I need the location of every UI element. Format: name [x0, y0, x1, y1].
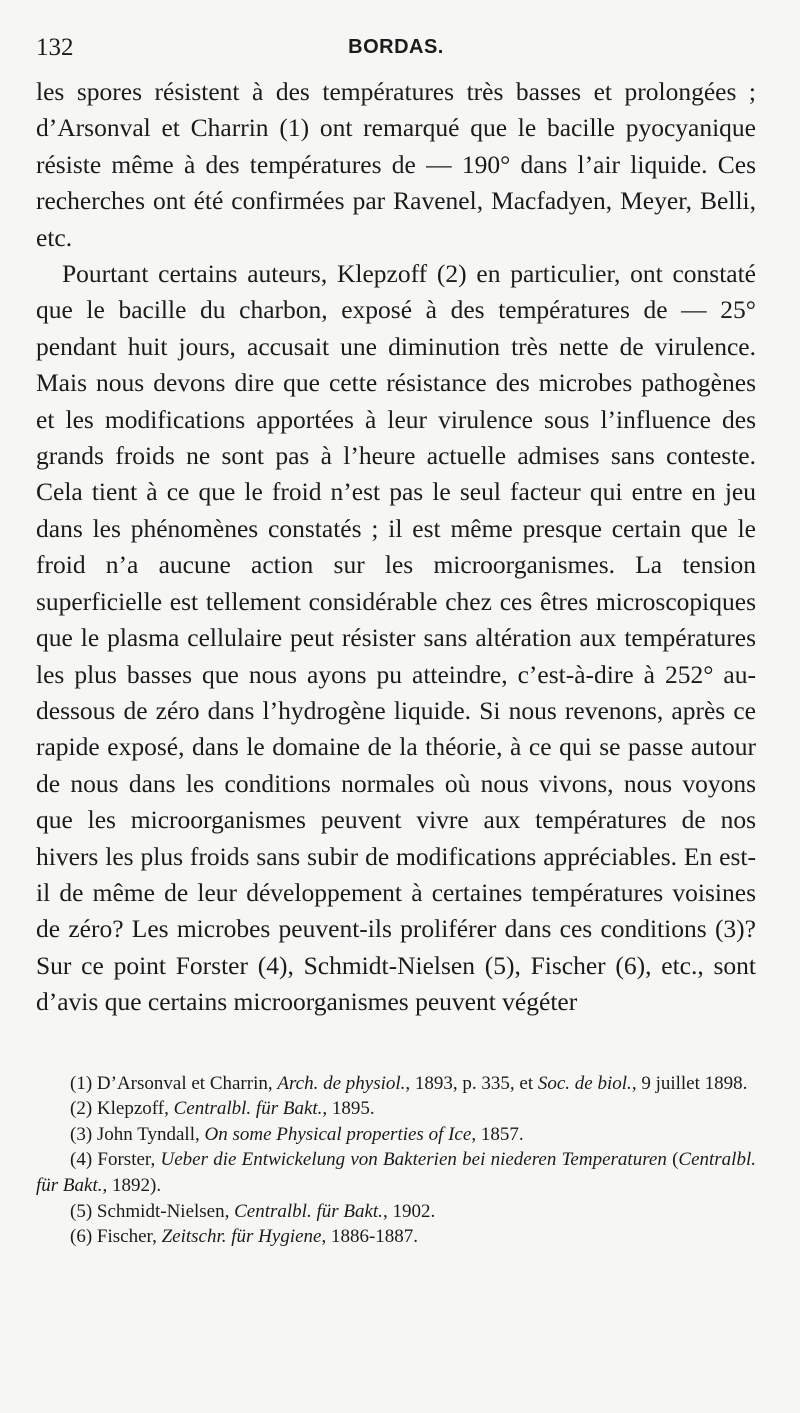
page-number: 132 — [36, 34, 74, 61]
footnote-1: (1) D’Arsonval et Charrin, Arch. de physiol., 1893, p. 335, et Soc. de biol., 9 juillet 1898. — [70, 1072, 748, 1094]
footnote-5: (5) Schmidt-Nielsen, Centralbl. für Bakt., 1902. — [70, 1200, 436, 1222]
page-header — [36, 22, 756, 74]
footnote-3: (3) John Tyndall, On some Physical properties of Ice, 1857. — [70, 1123, 524, 1145]
footnotes — [36, 1071, 756, 1250]
running-head: BORDAS. — [348, 36, 444, 58]
footnote-2: (2) Klepzoff, Centralbl. für Bakt., 1895. — [70, 1098, 375, 1120]
footnote-4: (4) Forster, Ueber die Entwickelung von Bakterien bei niederen Temperaturen (Centralbl. für Bakt., 1892). — [36, 1149, 756, 1196]
paragraph-2: Pourtant certains auteurs, Klepzoff (2) en particulier, ont constaté que le bacille du charbon, exposé à des températures de — 25° pendant huit jours, accusait une diminution très nette de virulence. Mais nous devons dire que cette résistance des microbes pathogènes et les modifications apportées à leur virulence sous l’influence des grands froids ne sont pas à l’heure actuelle admises sans conteste. Cela tient à ce que le froid n’est pas le seul facteur qui entre en jeu dans les phénomènes constatés ; il est même presque certain que le froid n’a aucune action sur les microorganismes. La tension superficielle est tellement considérable chez ces êtres microscopiques que le plasma cellulaire peut résister sans altération aux températures les plus basses que nous ayons pu atteindre, c’est-à-dire à 252° au-dessous de zéro dans l’hydrogène liquide. Si nous revenons, après ce rapide exposé, dans le domaine de la théorie, à ce qui se passe autour de nous dans les conditions normales où nous vivons, nous voyons que les microorganismes peuvent vivre aux températures de nos hivers les plus froids sans subir de modifications appréciables. En est-il de même de leur développement à certaines températures voisines de zéro? Les microbes peuvent-ils proliférer dans ces conditions (3)? Sur ce point Forster (4), Schmidt-Nielsen (5), Fischer (6), etc., sont d’avis que certains microorganismes peuvent végéter — [36, 259, 756, 1017]
body-text — [36, 74, 756, 1021]
footnote-6: (6) Fischer, Zeitschr. für Hygiene, 1886-1887. — [70, 1226, 419, 1248]
paragraph-1: les spores résistent à des températures très basses et prolongées ; d’Arsonval et Charrin (1) ont remarqué que le bacille pyocyanique résiste même à des températures de — 190° dans l’air liquide. Ces recherches ont été confirmées par Ravenel, Macfadyen, Meyer, Belli, etc. — [36, 77, 756, 252]
